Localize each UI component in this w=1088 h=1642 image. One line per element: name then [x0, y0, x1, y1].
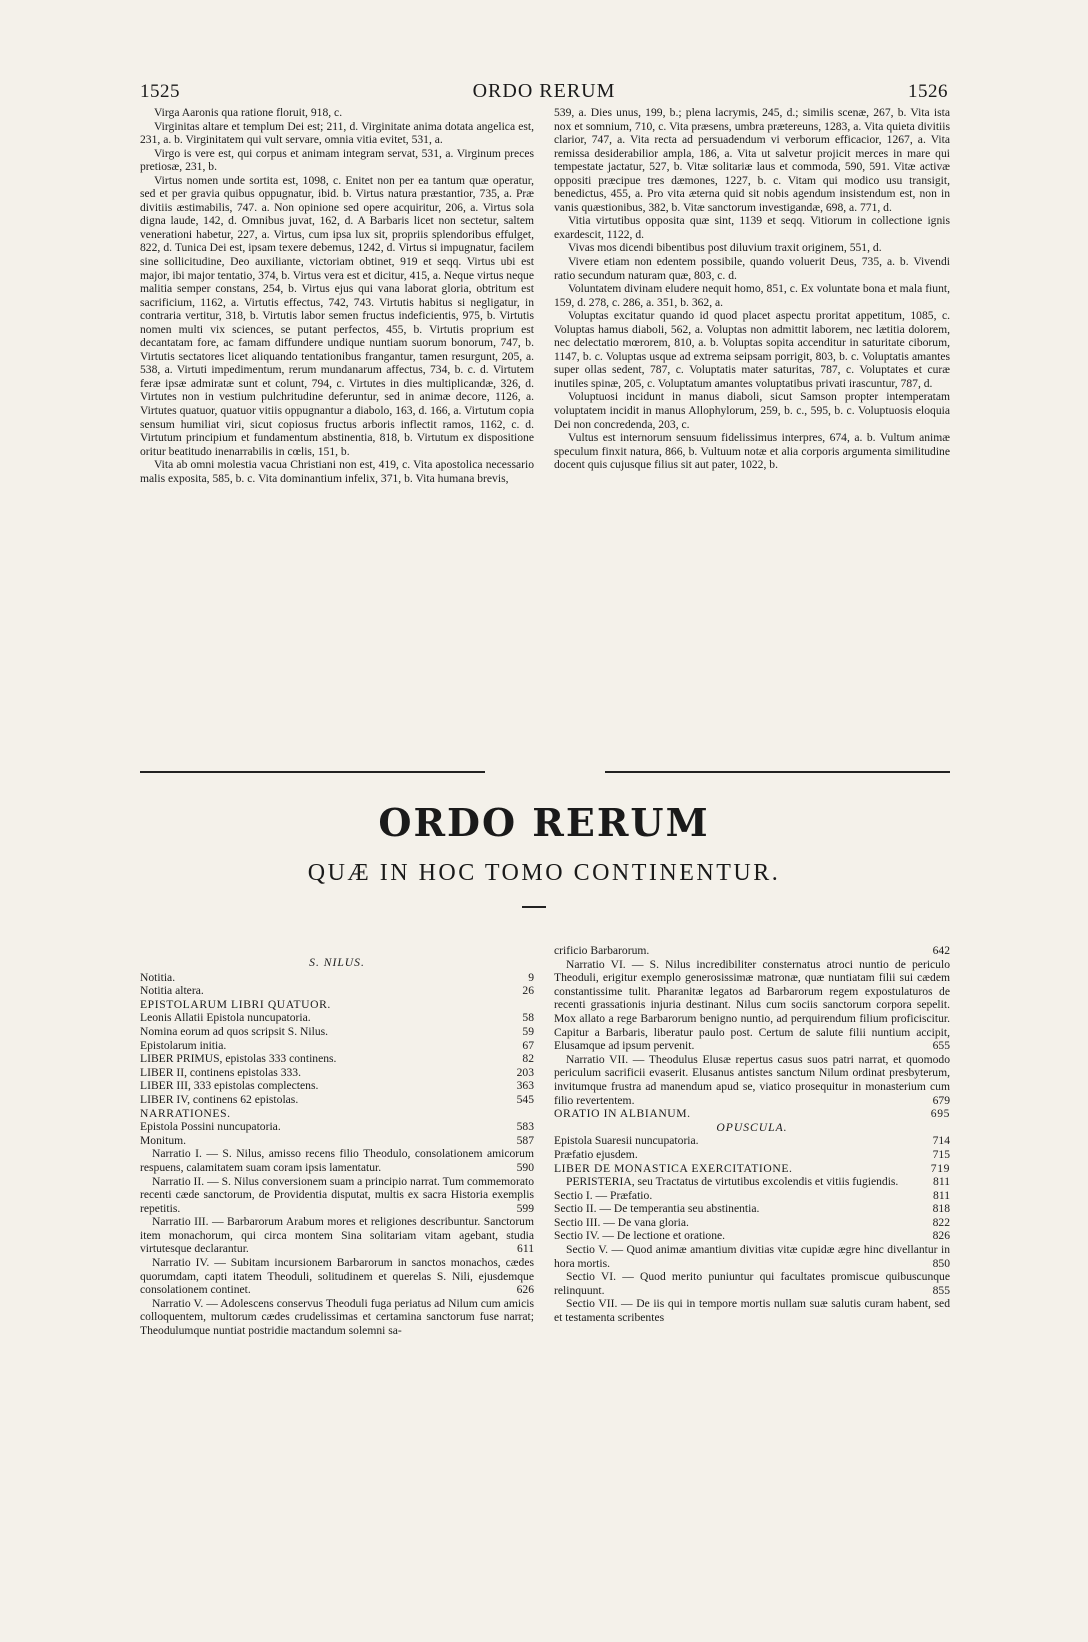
toc-entry-text: LIBER II, continens epistolas 333. — [140, 1065, 301, 1079]
index-entry: Vitia virtutibus opposita quæ sint, 1139 et seqq. Vitiorum in collectione ignis exardescit, 1122, d. — [554, 214, 950, 241]
toc-entry-text: Narratio IV. — Subitam incursionem Barbarorum in sanctos monachos, cædes quorumdam, capti itatem Theoduli, solitudinem et querelas S. Nili, ejusdemque consolationem continet. — [140, 1256, 534, 1297]
toc-page-number: 695 — [930, 1107, 950, 1121]
toc-entry — [140, 1025, 534, 1039]
toc-entry-text: Sectio II. — De temperantia seu abstinentia. — [554, 1202, 760, 1216]
toc-entry — [140, 1297, 534, 1338]
toc-entry — [554, 1270, 950, 1297]
toc-page-number: 82 — [522, 1052, 534, 1066]
toc-entry-text: Præfatio ejusdem. — [554, 1147, 638, 1161]
toc-page-number: 714 — [932, 1134, 950, 1148]
toc-page-number: 626 — [516, 1283, 534, 1297]
toc-page-number: 587 — [516, 1133, 534, 1147]
toc-entry-text: ORATIO IN ALBIANUM. — [554, 1107, 691, 1121]
toc-entry — [140, 984, 534, 998]
toc-entry-text: Narratio III. — Barbarorum Arabum mores et religiones describuntur. Sanctorum item monachorum, qui circa montem Sina solitariam vitam agebant, studia virtutesque declarantur. — [140, 1215, 534, 1256]
toc-entry — [140, 1256, 534, 1297]
toc-entry-text: LIBER DE MONASTICA EXERCITATIONE. — [554, 1161, 793, 1175]
index-entry: 539, a. Dies unus, 199, b.; plena lacrymis, 245, d.; similis scenæ, 267, b. Vita ista nox et somnium, 710, c. Vita præsens, umbra prætereuns, 1283, a. Vita quieta divitiis clarior, 747, a. Vita recta ad persuadendum vi verborum efficacior, 1267, a. Vita remissa desiderabilior ampla, 186, a. Vita ut salvetur projicit merces in mare qui tempestate jactatur, 527, b. Vitæ solitariæ laus et commoda, 590, 591. Vitæ activæ oppositi præcipue tres dæmones, 1227, b. c. Vitam qui modico usu transigit, benedictus, 455, a. Pro vita æterna quid sit nobis agendum insistendum est, non in vanis quæstionibus, 382, b. Vitæ sanctorum investigandæ, 698, a. 771, d. — [554, 106, 950, 214]
toc-entry — [140, 971, 534, 985]
toc-entry-text: NARRATIONES. — [140, 1106, 231, 1120]
toc-entry-text: Narratio VI. — S. Nilus incredibiliter consternatus atroci nuntio de periculo Theoduli, erigitur exemplo generosissimæ matronæ, quæ nuntiatam filii sui cædem constantissime tulit. Pharanitæ legatos ad Barbarorum regem expostulaturos de recenti grassationis injuria destinant. Nilus cum sociis sanctorum corpora sepelit. Mox allato a rege Barbarorum benigno nuntio, ad perquirendum filium proficiscitur. Capitur a Barbaris, liberatur paulo post. Certum de salute filii nuntium accipit, Elusamque ad ipsum pervenit. — [554, 957, 950, 1053]
index-entry: Virtus nomen unde sortita est, 1098, c. Enitet non per ea tantum quæ operatur, sed et per gravia quibus oppugnatur, ibid. b. Virtus natura præstantior, 735, a. Præ divitiis æstimabilis, 747. a. Non opinione sed opere acquiritur, 206, a. Virtus sola digna laude, 142, d. Omnibus juvat, 162, d. A Barbaris licet non sectetur, saltem venerationi habetur, 227, a. Virtus, cum ipsa lux sit, propriis splendoribus effulget, 822, d. Tunica Dei est, ipsam texere debemus, 1242, d. Virtus si impugnatur, facilem sine sollicitudine, Deo auxiliante, victoriam obtinet, 919 et seqq. Virtus ubi est major, ibi major tentatio, 374, b. Virtus vera est et dicitur, 415, a. Neque virtus neque malitia semper constans, 254, b. Virtus ejus qui vana laborat gloria, obtritum est sacrificium, 1162, a. Virtutis effectus, 742, 743. Virtutis habitus si negligatur, in contraria vertitur, 318, b. Virtutis labor semen fructus indeficientis, 975, b. Virtutis nomen multi vix sciences, se putant perfectos, 455, b. Virtutis proprium est decantatam fore, ac famam diffundere undique nuntiam suorum bonorum, 747, b. Virtutis sectatores licet aliquando tentationibus frangantur, tamen resurgunt, 205, a. 538, a. Virtuti impedimentum, rerum mundanarum affectus, 734, b. c. d. Virtutem feræ ipsæ admiratæ sunt et colunt, 794, c. Virtutes in dies multiplicandæ, 326, d. Virtutes non in vestium pulchritudine deferuntur, sed in animæ decore, 1126, a. Virtutes quatuor, quatuor vitiis oppugnantur a diabolo, 163, d. 166, a. Virtutum copia sensum humiliat viri, sicut copiosus fructus arboris inflectit ramos, 1162, c. d. Virtutum principium et fundamentum abstinentia, 818, b. Virtutum ex dispositione oritur beatitudo inenarrabilis in cœlis, 151, b. — [140, 173, 534, 458]
toc-entry-text: Epistolarum initia. — [140, 1038, 227, 1052]
toc-page-number: 855 — [932, 1283, 950, 1297]
toc-page-number: 67 — [522, 1038, 534, 1052]
section-heading: S. NILUS. — [309, 956, 365, 969]
toc-entry — [140, 1215, 534, 1256]
toc-entry — [554, 1202, 950, 1216]
toc-page-number: 811 — [933, 1188, 950, 1202]
toc-entry — [554, 1053, 950, 1107]
toc-page-number: 9 — [528, 970, 534, 984]
toc-page-number: 363 — [516, 1079, 534, 1093]
toc-page-number: 26 — [522, 984, 534, 998]
toc-entry-text: LIBER III, 333 epistolas complectens. — [140, 1079, 319, 1093]
divider-rule-right — [605, 771, 950, 773]
index-entry: Voluptas excitatur quando id quod placet aspectu proritat appetitum, 1085, c. Voluptas hamus diaboli, 562, a. Voluptas non admittit laborem, nec lætitia dolorem, nec delectatio mœrorem, 810, a. b. Voluptas sopita accenditur in saturitate ciborum, 1147, b. c. Voluptas usque ad extrema seipsam porrigit, 803, b. c. Voluptatis amantes super ollas sedent, 787, c. Voluptatis mater saturitas, 787, c. Voluptates et curæ inutiles spinæ, 205, c. Voluptatum amantes voluptatibus privati irascuntur, 787, d. — [554, 309, 950, 390]
toc-page-number: 642 — [932, 944, 950, 957]
toc-page-number: 826 — [932, 1229, 950, 1243]
toc-entry-text: Narratio VII. — Theodulus Elusæ repertus casus suos patri narrat, et quomodo periculum sacrificii evaserit. Elusanus antistes sanctum Nilum ordinat presbyterum, invitumque frustra ad manendum apud se, viatico prosequitur in monasterium cum filio revertentem. — [554, 1052, 950, 1107]
toc-entry — [140, 1093, 534, 1107]
toc-entry — [554, 1134, 950, 1148]
toc-entry — [140, 1079, 534, 1093]
toc-page-number: 611 — [517, 1242, 534, 1256]
index-entry: Virgo is vere est, qui corpus et animam integram servat, 531, a. Virginum preces pretiosæ, 231, b. — [140, 146, 534, 174]
toc-entry-text: Narratio V. — Adolescens conservus Theoduli fuga periatus ad Nilum cum amicis colloquentem, multorum cædes crudelissimas et certamina sanctorum fuse narrat; Theodulumque nuntiat postridie mactandum solemni sa- — [140, 1296, 534, 1338]
toc-entry-text: crificio Barbarorum. — [554, 944, 650, 957]
toc-page-number: 818 — [932, 1202, 950, 1216]
toc-entry — [554, 1243, 950, 1270]
toc-entry-text: LIBER IV, continens 62 epistolas. — [140, 1092, 299, 1106]
toc-entry-text: Nomina eorum ad quos scripsit S. Nilus. — [140, 1024, 329, 1038]
index-column-left — [140, 106, 534, 738]
toc-entry — [140, 1066, 534, 1080]
toc-entry — [554, 1189, 950, 1203]
toc-entry-text: EPISTOLARUM LIBRI QUATUOR. — [140, 997, 331, 1011]
toc-entry — [140, 1107, 534, 1121]
toc-page-number: 590 — [516, 1160, 534, 1174]
index-entry: Virginitas altare et templum Dei est; 211, d. Virginitate anima dotata angelica est, 231, a. b. Virginitatem qui vult servare, omnia vitia evitet, 531, a. — [140, 119, 534, 147]
toc-page-number: 203 — [516, 1065, 534, 1079]
toc-entry-text: Narratio II. — S. Nilus conversionem suam a principio narrat. Tum commemorato recenti cæde sanctorum, de Providentia disputat, multis ex sacra Historia exemplis repetitis. — [140, 1174, 534, 1215]
toc-page-number: 58 — [522, 1011, 534, 1025]
toc-entry — [140, 1134, 534, 1148]
toc-page-number: 655 — [932, 1039, 950, 1053]
toc-entry-text: Narratio I. — S. Nilus, amisso recens filio Theodulo, consolationem amicorum respuens, calamitatem suam coram ipsis lamentatur. — [140, 1147, 534, 1174]
index-entry: Vivas mos dicendi bibentibus post diluvium traxit originem, 551, d. — [568, 241, 882, 255]
toc-entry — [140, 1175, 534, 1216]
divider-rule-left — [140, 771, 485, 773]
toc-page-number: 583 — [516, 1120, 534, 1134]
toc-entry-text: Sectio VI. — Quod merito puniuntur qui facultates promiscue quibuscunque relinquunt. — [554, 1270, 950, 1297]
index-entry: Vita ab omni molestia vacua Christiani non est, 419, c. Vita apostolica necessario malis exposita, 585, b. c. Vita dominantium infelix, 371, b. Vita humana brevis, — [140, 458, 534, 485]
toc-subheading: OPUSCULA. — [716, 1120, 788, 1134]
toc-entry-text: Sectio VII. — De iis qui in tempore mortis nullam suæ salutis curam habent, sed et testamenta scribentes — [554, 1297, 950, 1325]
toc-entry — [140, 1120, 534, 1134]
toc-entry-text: Notitia altera. — [140, 984, 204, 998]
index-entry: Virga Aaronis qua ratione floruit, 918, c. — [154, 106, 343, 119]
toc-page-number: 545 — [516, 1092, 534, 1106]
toc-entry — [554, 1148, 950, 1162]
toc-entry — [554, 1216, 950, 1230]
toc-page-number: 679 — [932, 1093, 950, 1107]
toc-title: ORDO RERUM — [378, 800, 710, 845]
toc-entry — [554, 1175, 950, 1189]
index-entry: Voluntatem divinam eludere nequit homo, 851, c. Ex voluntate bona et mala fiunt, 159, d. 278, c. 286, a. 351, b. 362, a. — [554, 282, 950, 309]
toc-entry-text: Notitia. — [140, 970, 176, 984]
toc-entry-text: Sectio V. — Quod animæ amantium divitias vitæ cupidæ ægre hinc divellantur in hora mortis. — [554, 1243, 950, 1270]
toc-page-number: 850 — [932, 1256, 950, 1270]
toc-entry — [554, 1297, 950, 1324]
toc-page-number: 811 — [933, 1175, 950, 1189]
toc-page-number: 822 — [932, 1215, 950, 1229]
toc-entry — [554, 1107, 950, 1121]
title-dash — [522, 906, 546, 908]
toc-entry-text: Monitum. — [140, 1133, 187, 1147]
toc-page-number: 715 — [932, 1147, 950, 1161]
toc-entry — [554, 1229, 950, 1243]
index-entry: Voluptuosi incidunt in manus diaboli, sicut Samson propter intemperatam voluptatem incidit in manus Allophylorum, 259, b. c., 595, b. c. Voluptuosis eloquia Dei non concredenda, 203, c. — [554, 390, 950, 431]
toc-page-number: 719 — [930, 1161, 950, 1175]
toc-entry — [554, 1162, 950, 1176]
toc-entry-text: LIBER PRIMUS, epistolas 333 continens. — [140, 1052, 337, 1066]
toc-page-number: 59 — [522, 1024, 534, 1038]
toc-column-left — [140, 944, 534, 1338]
toc-entry-text: Sectio IV. — De lectione et oratione. — [554, 1229, 726, 1243]
toc-entry-text: Sectio III. — De vana gloria. — [554, 1215, 689, 1229]
toc-entry — [140, 998, 534, 1012]
running-header — [140, 80, 948, 108]
index-entry: Vivere etiam non edentem possibile, quando voluerit Deus, 735, a. b. Vivendi ratio secundum naturam quæ, 803, c. d. — [554, 255, 950, 282]
page-number-left: 1525 — [140, 81, 180, 102]
toc-entry-text: Epistola Possini nuncupatoria. — [140, 1120, 281, 1134]
toc-entry-text: Leonis Allatii Epistola nuncupatoria. — [140, 1011, 311, 1025]
toc-entry — [140, 1039, 534, 1053]
toc-subtitle: QUÆ IN HOC TOMO CONTINENTUR. — [307, 860, 781, 886]
page-number-right: 1526 — [907, 81, 948, 102]
toc-entry — [140, 1052, 534, 1066]
toc-entry-text: Sectio I. — Præfatio. — [554, 1188, 653, 1202]
toc-entry — [140, 1147, 534, 1174]
index-column-right — [554, 106, 950, 738]
toc-column-right — [554, 944, 950, 1325]
running-title: ORDO RERUM — [472, 80, 616, 102]
toc-page-number: 599 — [516, 1201, 534, 1215]
toc-entry — [140, 1011, 534, 1025]
toc-entry — [554, 958, 950, 1053]
toc-entry — [554, 944, 950, 958]
toc-entry-text: PERISTERIA, seu Tractatus de virtutibus excolendis et vitiis fugiendis. — [566, 1175, 899, 1189]
toc-entry-text: Epistola Suaresii nuncupatoria. — [554, 1134, 699, 1148]
index-entry: Vultus est internorum sensuum fidelissimus interpres, 674, a. b. Vultum animæ speculum finxit natura, 866, b. Vultuum notæ et alia corporis argumenta similitudine docent quis cujusque filius sit aut pater, 1022, b. — [554, 431, 950, 472]
